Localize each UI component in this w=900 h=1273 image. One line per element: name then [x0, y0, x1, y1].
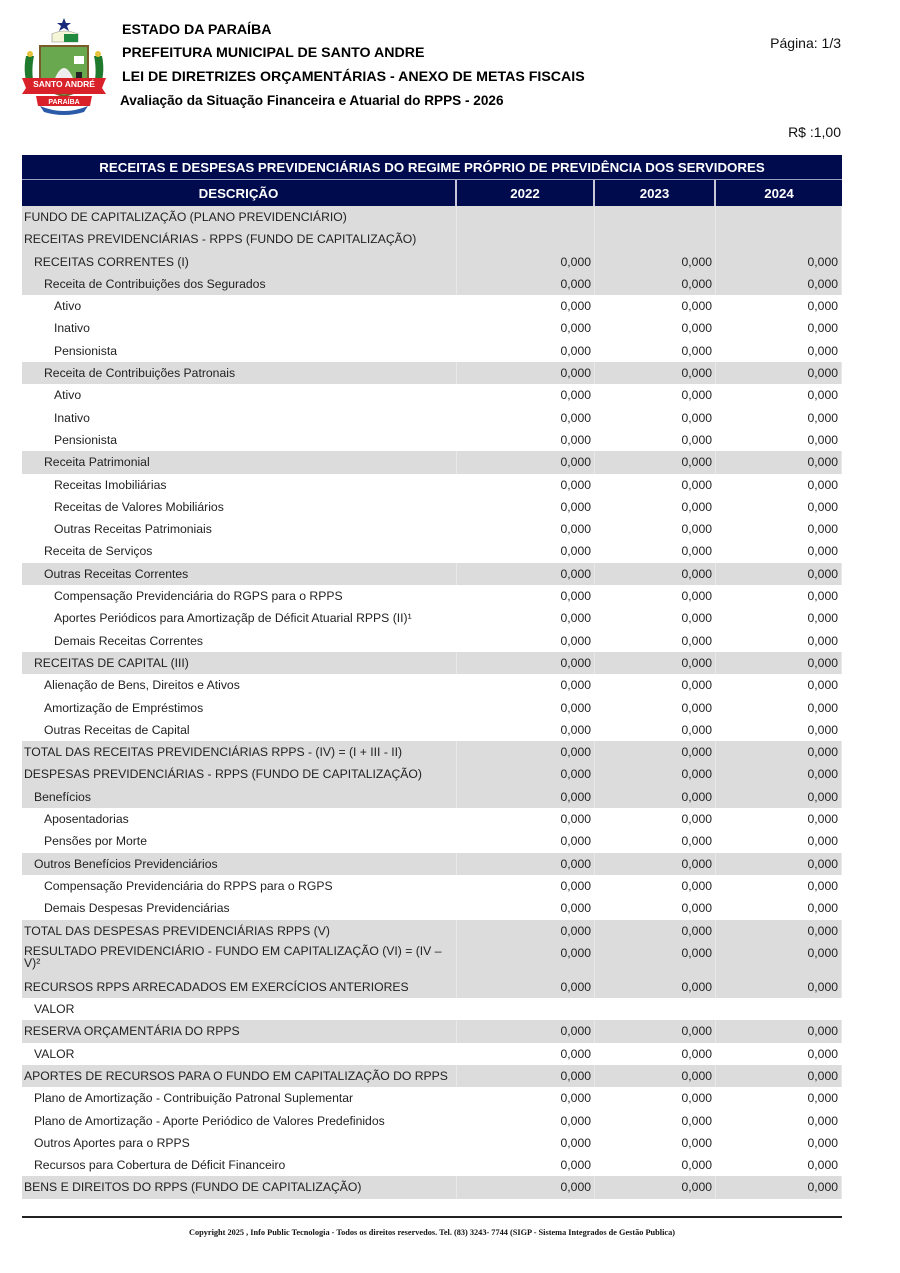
row-value-2023: 0,000	[595, 719, 716, 741]
row-value-2023: 0,000	[595, 652, 716, 674]
row-description: RESERVA ORÇAMENTÁRIA DO RPPS	[22, 1020, 457, 1042]
table-row	[22, 317, 842, 339]
row-value-2022: 0,000	[457, 630, 595, 652]
row-description: Receita de Contribuições dos Segurados	[22, 273, 457, 295]
row-value-2024: 0,000	[716, 652, 842, 674]
row-value-2022: 0,000	[457, 942, 595, 976]
row-value-2022: 0,000	[457, 830, 595, 852]
row-value-2023	[595, 206, 716, 228]
table-row	[22, 719, 842, 741]
row-value-2023: 0,000	[595, 496, 716, 518]
row-description: FUNDO DE CAPITALIZAÇÃO (PLANO PREVIDENCIÁRIO)	[22, 206, 457, 228]
row-value-2023: 0,000	[595, 1043, 716, 1065]
row-value-2022: 0,000	[457, 540, 595, 562]
row-value-2022: 0,000	[457, 875, 595, 897]
row-value-2024: 0,000	[716, 384, 842, 406]
table-row	[22, 853, 842, 875]
row-value-2022	[457, 206, 595, 228]
row-value-2024: 0,000	[716, 1176, 842, 1198]
row-value-2024: 0,000	[716, 540, 842, 562]
row-description: RECEITAS PREVIDENCIÁRIAS - RPPS (FUNDO DE CAPITALIZAÇÃO)	[22, 228, 457, 250]
row-value-2023: 0,000	[595, 251, 716, 273]
table-row	[22, 407, 842, 429]
row-description: Demais Despesas Previdenciárias	[22, 897, 457, 919]
row-value-2023: 0,000	[595, 384, 716, 406]
row-value-2024: 0,000	[716, 674, 842, 696]
row-value-2024: 0,000	[716, 1087, 842, 1109]
row-value-2023: 0,000	[595, 942, 716, 976]
row-value-2022: 0,000	[457, 976, 595, 998]
table-row	[22, 652, 842, 674]
table-row	[22, 920, 842, 942]
table-row	[22, 451, 842, 473]
row-description: Receitas Imobiliárias	[22, 474, 457, 496]
row-value-2022: 0,000	[457, 897, 595, 919]
svg-text:PARAÍBA: PARAÍBA	[48, 99, 80, 106]
table-row	[22, 808, 842, 830]
row-value-2022: 0,000	[457, 1132, 595, 1154]
table-row	[22, 206, 842, 228]
row-value-2022: 0,000	[457, 340, 595, 362]
row-description: Ativo	[22, 384, 457, 406]
row-value-2023: 0,000	[595, 585, 716, 607]
document-subtitle: Avaliação da Situação Financeira e Atuarial do RPPS - 2026	[120, 93, 504, 108]
row-value-2024: 0,000	[716, 976, 842, 998]
row-value-2022: 0,000	[457, 451, 595, 473]
column-header-2024: 2024	[764, 185, 794, 201]
row-value-2022	[457, 998, 595, 1020]
row-value-2024: 0,000	[716, 1154, 842, 1176]
row-value-2024: 0,000	[716, 251, 842, 273]
row-value-2024: 0,000	[716, 1110, 842, 1132]
table-row	[22, 998, 842, 1020]
row-value-2022: 0,000	[457, 763, 595, 785]
row-description: BENS E DIREITOS DO RPPS (FUNDO DE CAPITALIZAÇÃO)	[22, 1176, 457, 1198]
row-value-2022: 0,000	[457, 585, 595, 607]
row-value-2023	[595, 228, 716, 250]
row-value-2024: 0,000	[716, 607, 842, 629]
table-row	[22, 474, 842, 496]
row-description: Aposentadorias	[22, 808, 457, 830]
row-value-2024: 0,000	[716, 362, 842, 384]
row-description: Alienação de Bens, Direitos e Ativos	[22, 674, 457, 696]
row-value-2024	[716, 228, 842, 250]
row-value-2024: 0,000	[716, 1065, 842, 1087]
row-value-2023: 0,000	[595, 697, 716, 719]
table-row	[22, 518, 842, 540]
row-value-2024: 0,000	[716, 429, 842, 451]
column-header-2023: 2023	[595, 180, 716, 206]
municipal-coat-of-arms-icon	[18, 16, 110, 116]
row-value-2022: 0,000	[457, 474, 595, 496]
table-row	[22, 830, 842, 852]
row-value-2024: 0,000	[716, 763, 842, 785]
table-body	[22, 206, 842, 1199]
row-value-2023: 0,000	[595, 518, 716, 540]
row-value-2022: 0,000	[457, 1043, 595, 1065]
row-description: RECEITAS DE CAPITAL (III)	[22, 652, 457, 674]
table-row	[22, 674, 842, 696]
row-value-2022: 0,000	[457, 719, 595, 741]
row-value-2022: 0,000	[457, 317, 595, 339]
row-value-2022: 0,000	[457, 384, 595, 406]
row-description: TOTAL DAS RECEITAS PREVIDENCIÁRIAS RPPS - (IV) = (I + III - II)	[22, 741, 457, 763]
currency-unit: R$ :1,00	[788, 124, 841, 140]
row-value-2023: 0,000	[595, 607, 716, 629]
row-value-2023: 0,000	[595, 362, 716, 384]
row-value-2023: 0,000	[595, 830, 716, 852]
table-row	[22, 1020, 842, 1042]
row-description: Aportes Periódicos para Amortizaçãp de Déficit Atuarial RPPS (II)¹	[22, 607, 457, 629]
table-row	[22, 630, 842, 652]
row-value-2022: 0,000	[457, 496, 595, 518]
row-value-2024: 0,000	[716, 451, 842, 473]
row-value-2022: 0,000	[457, 1087, 595, 1109]
row-description: Demais Receitas Correntes	[22, 630, 457, 652]
row-value-2022: 0,000	[457, 607, 595, 629]
row-value-2024: 0,000	[716, 474, 842, 496]
row-value-2023: 0,000	[595, 875, 716, 897]
row-description: Plano de Amortização - Contribuição Patronal Suplementar	[22, 1087, 457, 1109]
row-value-2022: 0,000	[457, 1176, 595, 1198]
row-value-2022: 0,000	[457, 1154, 595, 1176]
row-value-2023: 0,000	[595, 897, 716, 919]
row-value-2022: 0,000	[457, 697, 595, 719]
row-value-2022: 0,000	[457, 251, 595, 273]
row-description: Plano de Amortização - Aporte Periódico de Valores Predefinidos	[22, 1110, 457, 1132]
row-value-2022: 0,000	[457, 808, 595, 830]
row-value-2023: 0,000	[595, 630, 716, 652]
row-value-2024: 0,000	[716, 808, 842, 830]
table-row	[22, 1110, 842, 1132]
table-row	[22, 786, 842, 808]
row-value-2023: 0,000	[595, 741, 716, 763]
row-value-2024: 0,000	[716, 295, 842, 317]
table-row	[22, 540, 842, 562]
row-value-2022: 0,000	[457, 362, 595, 384]
row-description: Benefícios	[22, 786, 457, 808]
row-value-2024: 0,000	[716, 786, 842, 808]
row-value-2023: 0,000	[595, 920, 716, 942]
row-value-2022: 0,000	[457, 518, 595, 540]
row-description: Receitas de Valores Mobiliários	[22, 496, 457, 518]
row-description: VALOR	[22, 1043, 457, 1065]
row-value-2023: 0,000	[595, 474, 716, 496]
table-row	[22, 897, 842, 919]
row-description: RECEITAS CORRENTES (I)	[22, 251, 457, 273]
row-description: Amortização de Empréstimos	[22, 697, 457, 719]
row-description: Outras Receitas Patrimoniais	[22, 518, 457, 540]
row-description: Outras Receitas Correntes	[22, 563, 457, 585]
row-value-2022: 0,000	[457, 674, 595, 696]
row-value-2024: 0,000	[716, 317, 842, 339]
row-description: APORTES DE RECURSOS PARA O FUNDO EM CAPITALIZAÇÃO DO RPPS	[22, 1065, 457, 1087]
table-row	[22, 1176, 842, 1198]
row-description: Outros Aportes para o RPPS	[22, 1132, 457, 1154]
row-value-2022: 0,000	[457, 273, 595, 295]
row-value-2024: 0,000	[716, 563, 842, 585]
table-row	[22, 763, 842, 785]
row-description: Outras Receitas de Capital	[22, 719, 457, 741]
table-row	[22, 429, 842, 451]
row-value-2022: 0,000	[457, 1110, 595, 1132]
row-value-2023: 0,000	[595, 1065, 716, 1087]
table-row	[22, 362, 842, 384]
row-value-2024: 0,000	[716, 1132, 842, 1154]
row-description: Pensionista	[22, 429, 457, 451]
row-value-2023: 0,000	[595, 340, 716, 362]
row-description: RESULTADO PREVIDENCIÁRIO - FUNDO EM CAPITALIZAÇÃO (VI) = (IV – V)²	[22, 942, 457, 976]
row-value-2022	[457, 228, 595, 250]
row-value-2024: 0,000	[716, 697, 842, 719]
row-value-2023: 0,000	[595, 407, 716, 429]
table-row	[22, 585, 842, 607]
table-row	[22, 1065, 842, 1087]
row-value-2023	[595, 998, 716, 1020]
row-value-2024: 0,000	[716, 920, 842, 942]
table-title: RECEITAS E DESPESAS PREVIDENCIÁRIAS DO REGIME PRÓPRIO DE PREVIDÊNCIA DOS SERVIDORES	[22, 155, 842, 180]
table-row	[22, 563, 842, 585]
row-description: Pensões por Morte	[22, 830, 457, 852]
table-row	[22, 1087, 842, 1109]
row-value-2023: 0,000	[595, 808, 716, 830]
row-value-2024: 0,000	[716, 407, 842, 429]
table-row	[22, 607, 842, 629]
column-header-description: DESCRIÇÃO	[22, 180, 457, 206]
row-description: Recursos para Cobertura de Déficit Financeiro	[22, 1154, 457, 1176]
table-row	[22, 273, 842, 295]
municipality-name: PREFEITURA MUNICIPAL DE SANTO ANDRE	[122, 45, 425, 61]
row-value-2024: 0,000	[716, 719, 842, 741]
row-value-2024: 0,000	[716, 496, 842, 518]
row-value-2024: 0,000	[716, 273, 842, 295]
row-value-2022: 0,000	[457, 853, 595, 875]
row-value-2022: 0,000	[457, 786, 595, 808]
row-value-2024: 0,000	[716, 897, 842, 919]
table-row	[22, 340, 842, 362]
row-value-2023: 0,000	[595, 563, 716, 585]
row-description: Receita de Serviços	[22, 540, 457, 562]
page-number: Página: 1/3	[770, 35, 841, 51]
row-value-2023: 0,000	[595, 1154, 716, 1176]
row-value-2023: 0,000	[595, 429, 716, 451]
table-row	[22, 1154, 842, 1176]
row-value-2023: 0,000	[595, 295, 716, 317]
row-value-2022: 0,000	[457, 920, 595, 942]
row-value-2022: 0,000	[457, 295, 595, 317]
state-name: ESTADO DA PARAÍBA	[122, 22, 272, 38]
row-value-2022: 0,000	[457, 1020, 595, 1042]
row-value-2023: 0,000	[595, 853, 716, 875]
table-header-row	[22, 180, 842, 206]
table-row	[22, 228, 842, 250]
table-row	[22, 942, 842, 976]
row-value-2024: 0,000	[716, 585, 842, 607]
row-value-2022: 0,000	[457, 563, 595, 585]
table-row	[22, 496, 842, 518]
table-row	[22, 1132, 842, 1154]
row-value-2024: 0,000	[716, 942, 842, 976]
row-value-2024: 0,000	[716, 830, 842, 852]
row-value-2023: 0,000	[595, 786, 716, 808]
row-value-2024	[716, 206, 842, 228]
row-description: Ativo	[22, 295, 457, 317]
row-value-2023: 0,000	[595, 1087, 716, 1109]
row-value-2022: 0,000	[457, 1065, 595, 1087]
row-value-2023: 0,000	[595, 1176, 716, 1198]
row-description: Receita Patrimonial	[22, 451, 457, 473]
row-description: Compensação Previdenciária do RGPS para o RPPS	[22, 585, 457, 607]
row-description: VALOR	[22, 998, 457, 1020]
table-row	[22, 251, 842, 273]
row-description: DESPESAS PREVIDENCIÁRIAS - RPPS (FUNDO DE CAPITALIZAÇÃO)	[22, 763, 457, 785]
row-value-2023: 0,000	[595, 1132, 716, 1154]
row-value-2022: 0,000	[457, 741, 595, 763]
row-value-2022: 0,000	[457, 652, 595, 674]
document-title: LEI DE DIRETRIZES ORÇAMENTÁRIAS - ANEXO DE METAS FISCAIS	[122, 69, 585, 85]
row-value-2023: 0,000	[595, 273, 716, 295]
row-description: Receita de Contribuições Patronais	[22, 362, 457, 384]
table-row	[22, 295, 842, 317]
row-value-2023: 0,000	[595, 674, 716, 696]
table-row	[22, 384, 842, 406]
row-value-2024: 0,000	[716, 630, 842, 652]
table-row	[22, 1043, 842, 1065]
row-value-2023: 0,000	[595, 763, 716, 785]
row-value-2023: 0,000	[595, 317, 716, 339]
row-description: Inativo	[22, 407, 457, 429]
row-description: Compensação Previdenciária do RPPS para o RGPS	[22, 875, 457, 897]
row-value-2024: 0,000	[716, 875, 842, 897]
column-header-2022: 2022	[457, 180, 595, 206]
row-value-2023: 0,000	[595, 976, 716, 998]
copyright-notice: Copyright 2025 , Info Public Tecnologia - Todos os direitos reservedos. Tel. (83) 3243- 7744 (SIGP - Sistema Integrados de Gestão Publica)	[188, 1228, 675, 1237]
row-description: TOTAL DAS DESPESAS PREVIDENCIÁRIAS RPPS (V)	[22, 920, 457, 942]
row-value-2023: 0,000	[595, 1020, 716, 1042]
row-description: Inativo	[22, 317, 457, 339]
table-row	[22, 697, 842, 719]
row-description: RECURSOS RPPS ARRECADADOS EM EXERCÍCIOS ANTERIORES	[22, 976, 457, 998]
footer-divider	[22, 1216, 842, 1218]
row-value-2024: 0,000	[716, 741, 842, 763]
row-value-2022: 0,000	[457, 429, 595, 451]
rpps-table	[22, 155, 842, 1199]
table-row	[22, 976, 842, 998]
row-value-2024: 0,000	[716, 1043, 842, 1065]
row-value-2023: 0,000	[595, 451, 716, 473]
row-value-2024: 0,000	[716, 1020, 842, 1042]
table-row	[22, 741, 842, 763]
row-value-2023: 0,000	[595, 1110, 716, 1132]
row-value-2022: 0,000	[457, 407, 595, 429]
row-value-2024: 0,000	[716, 340, 842, 362]
table-row	[22, 875, 842, 897]
row-value-2023: 0,000	[595, 540, 716, 562]
row-description: Pensionista	[22, 340, 457, 362]
row-value-2024: 0,000	[716, 518, 842, 540]
row-description: Outros Benefícios Previdenciários	[22, 853, 457, 875]
row-value-2024	[716, 998, 842, 1020]
row-value-2024: 0,000	[716, 853, 842, 875]
svg-text:SANTO ANDRÉ: SANTO ANDRÉ	[33, 79, 95, 89]
